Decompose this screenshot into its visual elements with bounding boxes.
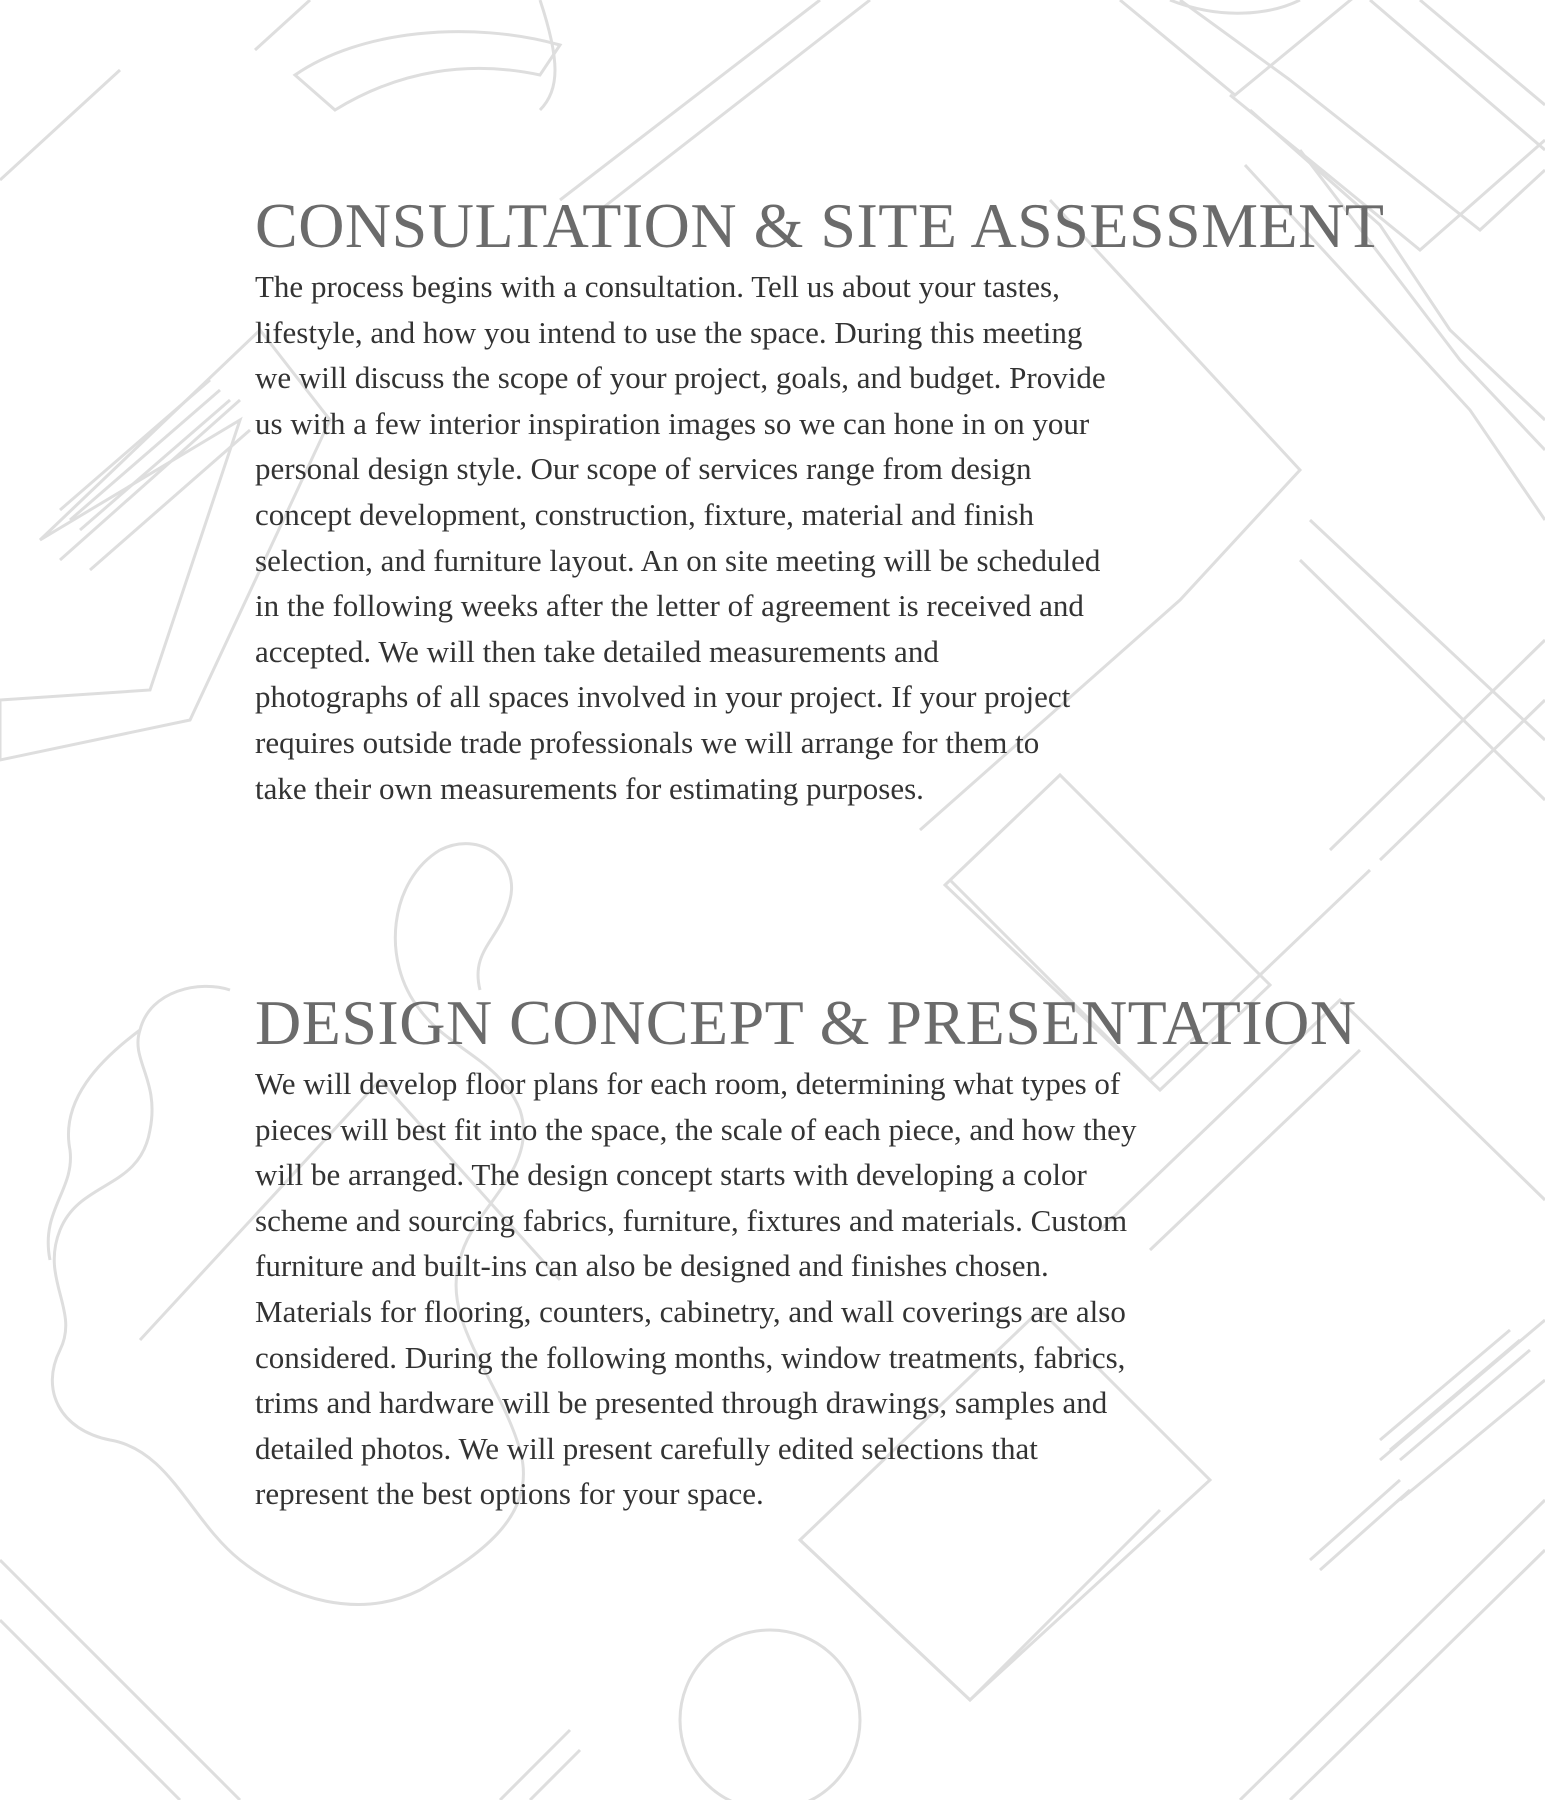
body-line: scheme and sourcing fabrics, furniture, fixtures and materials. Custom — [255, 1202, 1128, 1238]
body-line: trims and hardware will be presented through drawings, samples and — [255, 1385, 1108, 1421]
section-heading: DESIGN CONCEPT & PRESENTATION — [255, 987, 1357, 1058]
body-line: selection, and furniture layout. An on site meeting will be scheduled — [255, 542, 1101, 578]
body-line: will be arranged. The design concept starts with developing a color — [255, 1157, 1087, 1193]
body-line: detailed photos. We will present carefully edited selections that — [255, 1430, 1038, 1466]
body-line: lifestyle, and how you intend to use the space. During this meeting — [255, 314, 1083, 350]
body-line: We will develop floor plans for each room, determining what types of — [255, 1066, 1121, 1101]
section-body — [255, 1061, 1455, 1517]
body-line: The process begins with a consultation. Tell us about your tastes, — [255, 269, 1060, 304]
consultation-section — [255, 188, 1455, 811]
body-line: accepted. We will then take detailed measurements and — [255, 633, 939, 669]
body-line: in the following weeks after the letter of agreement is received and — [255, 588, 1084, 624]
section-heading: CONSULTATION & SITE ASSESSMENT — [255, 190, 1385, 261]
body-line: pieces will best fit into the space, the scale of each piece, and how they — [255, 1111, 1137, 1147]
section-body — [255, 264, 1455, 811]
body-line: considered. During the following months, window treatments, fabrics, — [255, 1339, 1126, 1375]
body-line: furniture and built-ins can also be designed and finishes chosen. — [255, 1248, 1049, 1284]
body-line: take their own measurements for estimating purposes. — [255, 770, 924, 806]
body-line: we will discuss the scope of your project, goals, and budget. Provide — [255, 360, 1106, 396]
body-line: personal design style. Our scope of services range from design — [255, 451, 1032, 487]
body-line: us with a few interior inspiration images so we can hone in on your — [255, 405, 1090, 441]
body-line: requires outside trade professionals we will arrange for them to — [255, 724, 1040, 760]
body-line: photographs of all spaces involved in your project. If your project — [255, 679, 1071, 715]
body-line: Materials for flooring, counters, cabinetry, and wall coverings are also — [255, 1293, 1126, 1329]
body-line: concept development, construction, fixture, material and finish — [255, 496, 1035, 532]
design-concept-section — [255, 985, 1455, 1517]
body-line: represent the best options for your space. — [255, 1476, 764, 1512]
